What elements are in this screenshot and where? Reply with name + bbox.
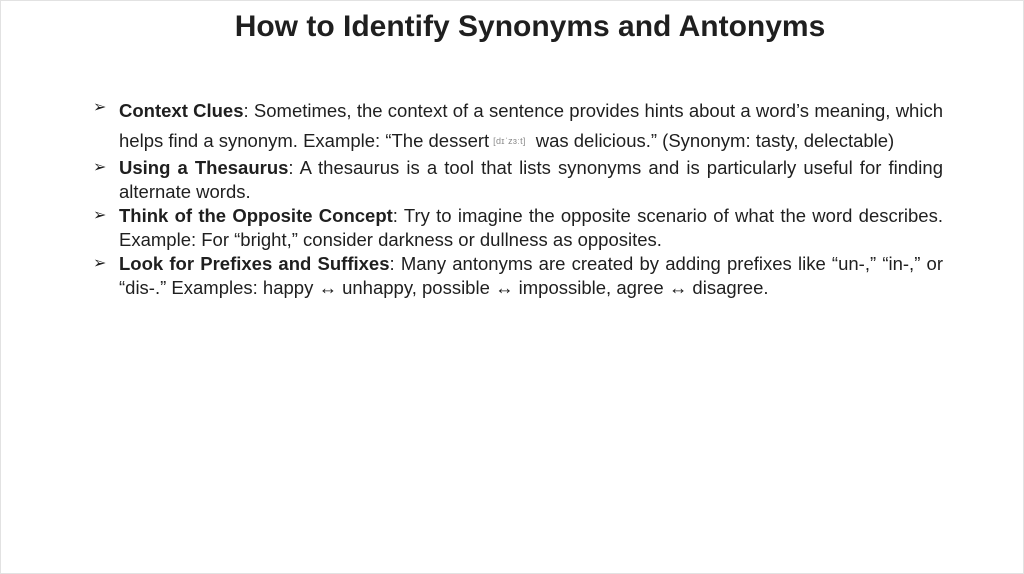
bullet-term: Look for Prefixes and Suffixes bbox=[119, 253, 390, 274]
bullet-text: : Try to imagine the opposite scenario of what the word describes. Example: For “bright,” consider darkness or dullness as opposites. bbox=[119, 205, 943, 250]
bullet-text-continued: was delicious.” (Synonym: tasty, delectable) bbox=[535, 130, 895, 151]
bullet-text: : Many antonyms are created by adding prefixes like “un-,” “in-,” or “dis-.” Examples: happy ↔ unhappy, possible ↔ impossible, agree ↔ disagree. bbox=[119, 253, 943, 298]
bullet-item-thesaurus bbox=[93, 156, 943, 204]
arrow-bullet-icon: ➢ bbox=[93, 159, 107, 176]
phonetic-transcription: [dɪˈzɜːt] bbox=[493, 136, 526, 146]
bullet-text: : A thesaurus is a tool that lists synonyms and is particularly useful for finding alternate words. bbox=[119, 157, 943, 202]
arrow-bullet-icon: ➢ bbox=[93, 99, 107, 116]
bullet-text: : Sometimes, the context of a sentence provides hints about a word’s meaning, which helps find a synonym. Example: “The dessert bbox=[119, 100, 943, 151]
bullet-item-opposite-concept bbox=[93, 204, 943, 252]
bullet-term: Context Clues bbox=[119, 100, 244, 121]
arrow-bullet-icon: ➢ bbox=[93, 255, 107, 272]
bullet-item-context-clues bbox=[93, 96, 943, 156]
bullet-body bbox=[119, 100, 943, 151]
slide-title: How to Identify Synonyms and Antonyms bbox=[234, 10, 826, 43]
bullet-term: Think of the Opposite Concept bbox=[119, 205, 393, 226]
bullet-list bbox=[93, 96, 943, 300]
arrow-bullet-icon: ➢ bbox=[93, 207, 107, 224]
bullet-item-prefixes-suffixes bbox=[93, 252, 943, 300]
bullet-term: Using a Thesaurus bbox=[119, 157, 289, 178]
